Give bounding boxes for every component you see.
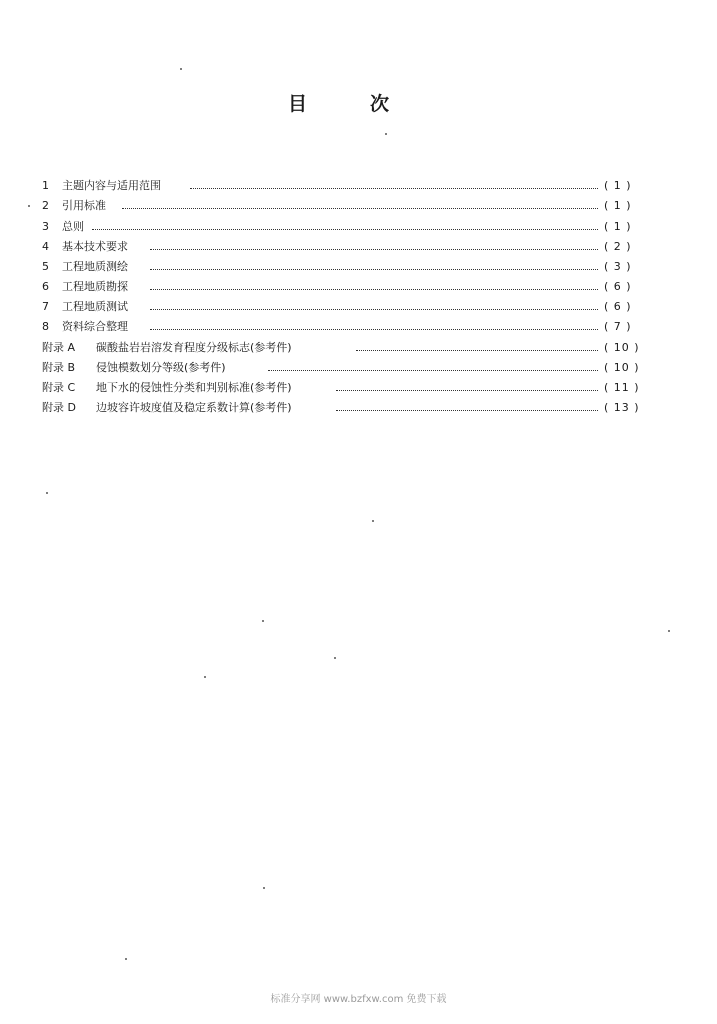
toc-entry-number: 8 bbox=[42, 320, 49, 333]
scan-speck bbox=[372, 520, 374, 522]
toc-entry[interactable] bbox=[0, 278, 717, 296]
toc-entry-page: ( 1 ) bbox=[604, 220, 632, 233]
toc-entry-title: 工程地质勘探 bbox=[62, 280, 128, 293]
toc-entry-number: 附录 D bbox=[42, 401, 76, 414]
toc-entry-number: 1 bbox=[42, 179, 49, 192]
toc-entry-title: 基本技术要求 bbox=[62, 240, 128, 253]
scan-speck bbox=[28, 205, 30, 207]
toc-leader-dots bbox=[150, 305, 598, 310]
toc-entry-number: 附录 A bbox=[42, 341, 76, 354]
toc-entry[interactable] bbox=[0, 258, 717, 276]
toc-entry-title: 总则 bbox=[62, 220, 84, 233]
toc-entry[interactable] bbox=[0, 379, 717, 397]
toc-leader-dots bbox=[122, 204, 598, 209]
toc-entry-number: 4 bbox=[42, 240, 49, 253]
scan-speck bbox=[668, 630, 670, 632]
scan-speck bbox=[125, 958, 127, 960]
toc-entry[interactable] bbox=[0, 197, 717, 215]
toc-entry-number: 6 bbox=[42, 280, 49, 293]
scan-speck bbox=[263, 887, 265, 889]
page-title-char-1: 目 bbox=[288, 93, 308, 115]
toc-entry-number: 附录 C bbox=[42, 381, 76, 394]
toc-entry-title: 资料综合整理 bbox=[62, 320, 128, 333]
toc-entry-title: 地下水的侵蚀性分类和判别标准(参考件) bbox=[96, 381, 292, 394]
toc-entry-page: ( 13 ) bbox=[604, 401, 640, 414]
toc-entry-page: ( 1 ) bbox=[604, 199, 632, 212]
toc-entry-number: 3 bbox=[42, 220, 49, 233]
toc-entry[interactable] bbox=[0, 359, 717, 377]
toc-entry-page: ( 11 ) bbox=[604, 381, 640, 394]
toc-leader-dots bbox=[150, 265, 598, 270]
toc-entry-page: ( 1 ) bbox=[604, 179, 632, 192]
toc-entry-page: ( 6 ) bbox=[604, 300, 632, 313]
toc-entry-number: 7 bbox=[42, 300, 49, 313]
page-title-char-2: 次 bbox=[370, 93, 390, 115]
toc-entry-title: 引用标准 bbox=[62, 199, 106, 212]
toc-entry-number: 2 bbox=[42, 199, 49, 212]
toc-leader-dots bbox=[150, 245, 598, 250]
scan-speck bbox=[180, 68, 182, 70]
toc-leader-dots bbox=[150, 325, 598, 330]
toc-entry[interactable] bbox=[0, 218, 717, 236]
toc-entry-title: 边坡容许坡度值及稳定系数计算(参考件) bbox=[96, 401, 292, 414]
toc-entry-title: 主题内容与适用范围 bbox=[62, 179, 161, 192]
toc-entry[interactable] bbox=[0, 399, 717, 417]
toc-entry-number: 5 bbox=[42, 260, 49, 273]
scan-speck bbox=[204, 676, 206, 678]
scan-speck bbox=[334, 657, 336, 659]
toc-entry[interactable] bbox=[0, 318, 717, 336]
toc-entry[interactable] bbox=[0, 339, 717, 357]
toc-entry-title: 工程地质测试 bbox=[62, 300, 128, 313]
toc-entry-page: ( 10 ) bbox=[604, 341, 640, 354]
toc-entry[interactable] bbox=[0, 238, 717, 256]
toc-entry-page: ( 2 ) bbox=[604, 240, 632, 253]
scan-speck bbox=[46, 492, 48, 494]
toc-leader-dots bbox=[356, 346, 598, 351]
toc-leader-dots bbox=[268, 366, 598, 371]
toc-leader-dots bbox=[336, 406, 598, 411]
toc-entry-page: ( 6 ) bbox=[604, 280, 632, 293]
toc-leader-dots bbox=[336, 386, 598, 391]
toc-entry-title: 侵蚀模数划分等级(参考件) bbox=[96, 361, 226, 374]
footer-watermark: 标准分享网 www.bzfxw.com 免费下载 bbox=[270, 994, 447, 1005]
toc-entry-page: ( 10 ) bbox=[604, 361, 640, 374]
toc-entry-title: 碳酸盐岩岩溶发育程度分级标志(参考件) bbox=[96, 341, 292, 354]
scan-speck bbox=[262, 620, 264, 622]
toc-leader-dots bbox=[190, 184, 598, 189]
toc-entry-page: ( 7 ) bbox=[604, 320, 632, 333]
toc-leader-dots bbox=[150, 285, 598, 290]
scan-speck bbox=[385, 133, 387, 135]
toc-entry-number: 附录 B bbox=[42, 361, 76, 374]
toc-entry-page: ( 3 ) bbox=[604, 260, 632, 273]
toc-entry[interactable] bbox=[0, 298, 717, 316]
toc-leader-dots bbox=[92, 225, 598, 230]
page-title bbox=[0, 92, 717, 116]
toc-entry-title: 工程地质测绘 bbox=[62, 260, 128, 273]
toc-entry[interactable] bbox=[0, 177, 717, 195]
